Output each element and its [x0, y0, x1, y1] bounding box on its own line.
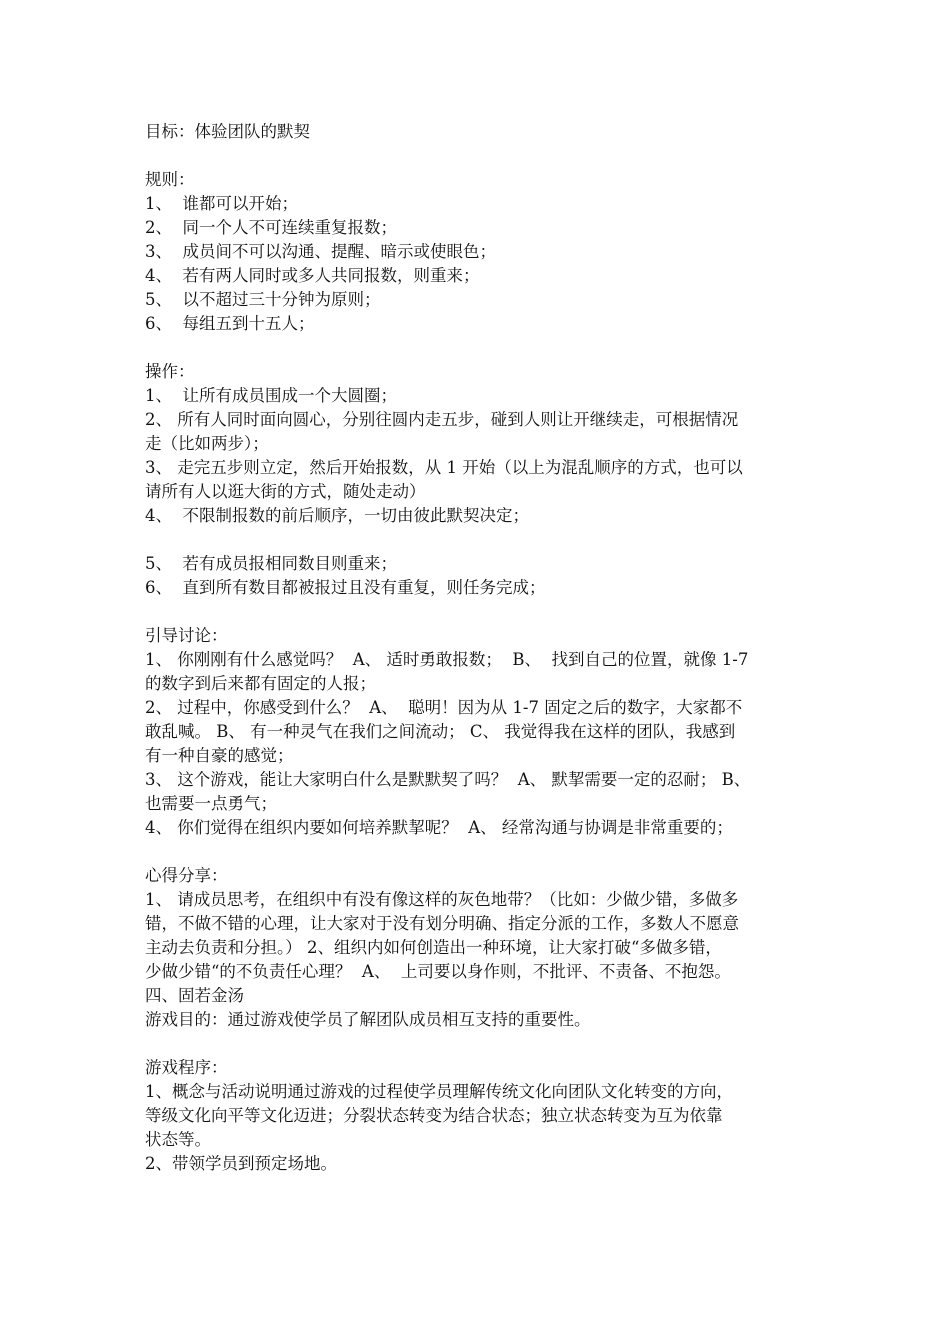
- rule-item: 3、 成员间不可以沟通、提醒、暗示或使眼色；: [145, 242, 496, 261]
- procedure-line: 等级文化向平等文化迈进；分裂状态转变为结合状态；独立状态转变为互为依靠: [145, 1106, 723, 1125]
- spacer: [145, 600, 815, 624]
- procedure-heading: 游戏程序：: [145, 1058, 228, 1077]
- discussion-line: 4、 你们觉得在组织内要如何培养默挈呢？ A、 经常沟通与协调是非常重要的；: [145, 818, 733, 837]
- spacer: [145, 1032, 815, 1056]
- sharing-line: 少做少错“的不负责任心理？ A、 上司要以身作则，不批评、不责备、不抱怨。: [145, 962, 731, 981]
- sharing-line: 主动去负责和分担。） 2、组织内如何创造出一种环境，让大家打破“多做多错，: [145, 938, 722, 957]
- discussion-line: 也需要一点勇气；: [145, 794, 277, 813]
- spacer: [145, 336, 815, 360]
- procedure-line: 1、概念与活动说明通过游戏的过程使学员理解传统文化向团队文化转变的方向，: [145, 1082, 733, 1101]
- spacer: [145, 528, 815, 552]
- rule-item: 2、 同一个人不可连续重复报数；: [145, 218, 397, 237]
- ops-heading: 操作：: [145, 362, 195, 381]
- discussion-line: 1、 你刚刚有什么感觉吗？ A、 适时勇敢报数； B、 找到自己的位置，就像 1-7: [145, 650, 749, 669]
- procedure-line: 2、带领学员到预定场地。: [145, 1154, 337, 1173]
- op-item: 6、 直到所有数目都被报过且没有重复，则任务完成；: [145, 578, 546, 597]
- discussion-heading: 引导讨论：: [145, 626, 228, 645]
- section-title: 四、固若金汤: [145, 986, 244, 1005]
- spacer: [145, 840, 815, 864]
- op-item: 5、 若有成员报相同数目则重来；: [145, 554, 397, 573]
- game-purpose-line: 游戏目的：通过游戏使学员了解团队成员相互支持的重要性。: [145, 1010, 591, 1029]
- rule-item: 1、 谁都可以开始；: [145, 194, 298, 213]
- sharing-line: 错，不做不错的心理，让大家对于没有划分明确、指定分派的工作，多数人不愿意: [145, 914, 739, 933]
- op-item: 4、 不限制报数的前后顺序，一切由彼此默契决定；: [145, 506, 529, 525]
- rule-item: 6、 每组五到十五人；: [145, 314, 315, 333]
- discussion-line: 2、 过程中，你感受到什么？ A、 聪明！因为从 1-7 固定之后的数字，大家都不: [145, 698, 743, 717]
- discussion-line: 3、 这个游戏，能让大家明白什么是默默契了吗？ A、 默挈需要一定的忍耐； B、: [145, 770, 751, 789]
- document-body: [145, 120, 815, 1176]
- op-item-cont: 请所有人以逛大街的方式，随处走动）: [145, 482, 426, 501]
- discussion-line: 的数字到后来都有固定的人报；: [145, 674, 376, 693]
- rule-item: 4、 若有两人同时或多人共同报数，则重来；: [145, 266, 480, 285]
- discussion-line: 有一种自豪的感觉；: [145, 746, 294, 765]
- sharing-heading: 心得分享：: [145, 866, 228, 885]
- spacer: [145, 144, 815, 168]
- op-item: 3、 走完五步则立定，然后开始报数，从 1 开始（以上为混乱顺序的方式，也可以: [145, 458, 743, 477]
- goal-line: 目标：体验团队的默契: [145, 122, 310, 141]
- op-item: 1、 让所有成员围成一个大圆圈；: [145, 386, 397, 405]
- discussion-line: 敢乱喊。 B、 有一种灵气在我们之间流动； C、 我觉得我在这样的团队，我感到: [145, 722, 736, 741]
- op-item: 2、 所有人同时面向圆心，分别往圆内走五步，碰到人则让开继续走，可根据情况: [145, 410, 739, 429]
- procedure-line: 状态等。: [145, 1130, 211, 1149]
- op-item-cont: 走（比如两步）；: [145, 434, 269, 453]
- rule-item: 5、 以不超过三十分钟为原则；: [145, 290, 381, 309]
- rules-heading: 规则：: [145, 170, 195, 189]
- sharing-line: 1、 请成员思考，在组织中有没有像这样的灰色地带？（比如：少做少错，多做多: [145, 890, 739, 909]
